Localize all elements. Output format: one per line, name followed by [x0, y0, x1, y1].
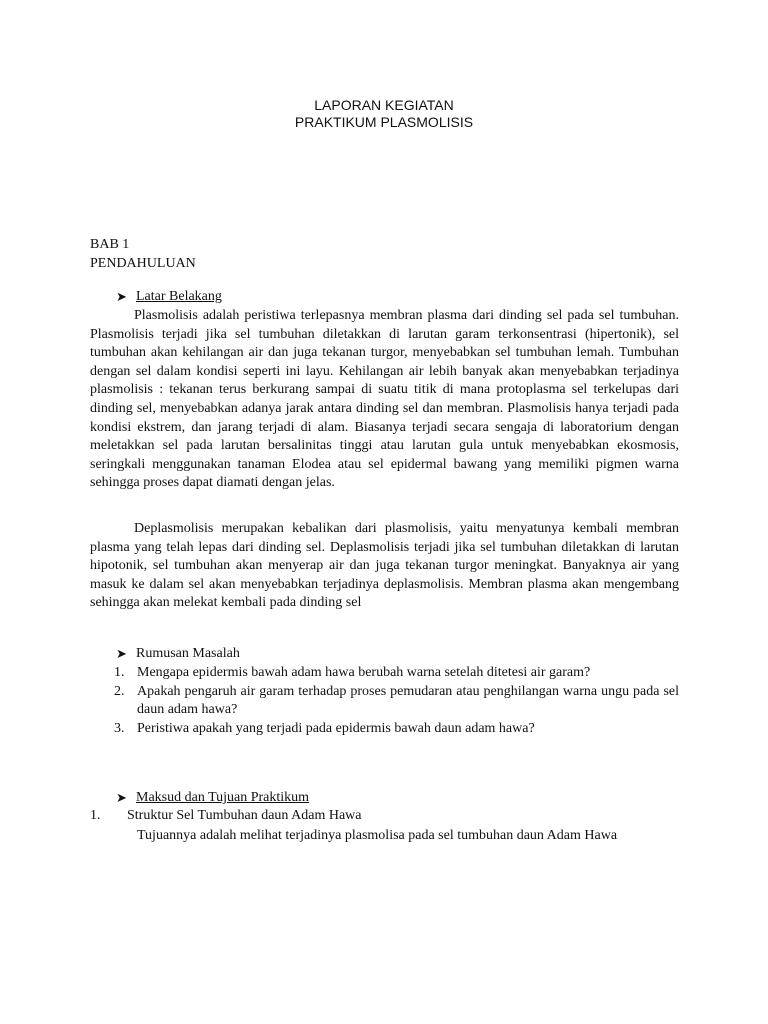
list-text: Peristiwa apakah yang terjadi pada epidermis bawah daun adam hawa?: [137, 720, 535, 736]
list-text: Mengapa epidermis bawah adam hawa berubah warna setelah ditetesi air garam?: [137, 665, 591, 680]
list-item: [114, 683, 679, 720]
report-subtitle: PRAKTIKUM PLASMOLISIS: [294, 114, 474, 130]
paragraph-text: Plasmolisis adalah peristiwa terlepasnya membran plasma dari dinding sel pada sel tumbuhan. Plasmolisis terjadi jika sel tumbuhan diletakkan di larutan garam terkonsentrasi (hipertonik), sel tumbuhan akan kehilangan air dan juga tekanan turgor, menyebabkan sel tumbuhan lemah. Tumbuhan dengan sel dalam kondisi seperti ini layu. Kehilangan air lebih banyak akan menyebabkan terjadinya plasmolisis : tekanan terus berkurang sampai di suatu titik di mana protoplasma sel terkelupas dari dinding sel, menyebabkan adanya jarak antara dinding sel dan membran. Plasmolisis hanya terjadi pada kondisi ekstrem, dan jarang terjadi di alam. Biasanya terjadi secara sengaja di laboratorium dengan meletakkan sel pada larutan bersalinitas tinggi atau larutan gula untuk menyebabkan ekosmosis, seringkali menggunakan tanaman Elodea atau sel epidermal bawang yang memiliki pigmen warna sehingga proses dapat diamati dengan jelas.: [90, 308, 679, 491]
list-number: 2.: [114, 683, 125, 699]
chapter-name: PENDAHULUAN: [90, 256, 196, 271]
section-latar-belakang: [116, 288, 222, 307]
list-text: Apakah pengaruh air garam terhadap proses pemudaran atau penghilangan warna ungu pada sel daun adam hawa?: [137, 683, 679, 718]
arrow-bullet-icon: ➤: [116, 646, 127, 661]
list-number: 3.: [114, 720, 125, 736]
chapter-number: BAB 1: [90, 237, 130, 252]
paragraph-text: Deplasmolisis merupakan kebalikan dari plasmolisis, yaitu menyatunya kembali membran plasma yang telah lepas dari dinding sel. Deplasmolisis terjadi jika sel tumbuhan diletakkan di larutan hipotonik, sel tumbuhan akan menyerap air dan juga tekanan turgor meningkat. Banyaknya air yang masuk ke dalam sel akan menyebabkan terjadinya deplasmolisis. Membran plasma akan mengembang sehingga akan melekat kembali pada dinding sel: [90, 521, 679, 611]
arrow-bullet-icon: ➤: [116, 289, 127, 304]
list-item: [114, 664, 679, 683]
paragraph-plasmolisis: [90, 307, 679, 493]
problem-list: [114, 664, 679, 738]
objective-item: [90, 807, 362, 826]
paragraph-deplasmolisis: [90, 520, 679, 613]
section-heading: Rumusan Masalah: [136, 646, 240, 661]
section-maksud-tujuan: [116, 789, 309, 808]
report-title: LAPORAN KEGIATAN: [314, 97, 454, 113]
objective-title: Struktur Sel Tumbuhan daun Adam Hawa: [127, 808, 362, 823]
section-heading: Latar Belakang: [136, 289, 222, 304]
objective-description: Tujuannya adalah melihat terjadinya plasmolisa pada sel tumbuhan daun Adam Hawa: [137, 828, 618, 843]
list-item: [114, 720, 679, 739]
section-rumusan-masalah: [116, 645, 240, 664]
objective-number: 1.: [90, 808, 101, 823]
arrow-bullet-icon: ➤: [116, 790, 127, 805]
section-heading: Maksud dan Tujuan Praktikum: [136, 790, 310, 805]
chapter-heading: [90, 235, 196, 273]
list-number: 1.: [114, 665, 125, 680]
